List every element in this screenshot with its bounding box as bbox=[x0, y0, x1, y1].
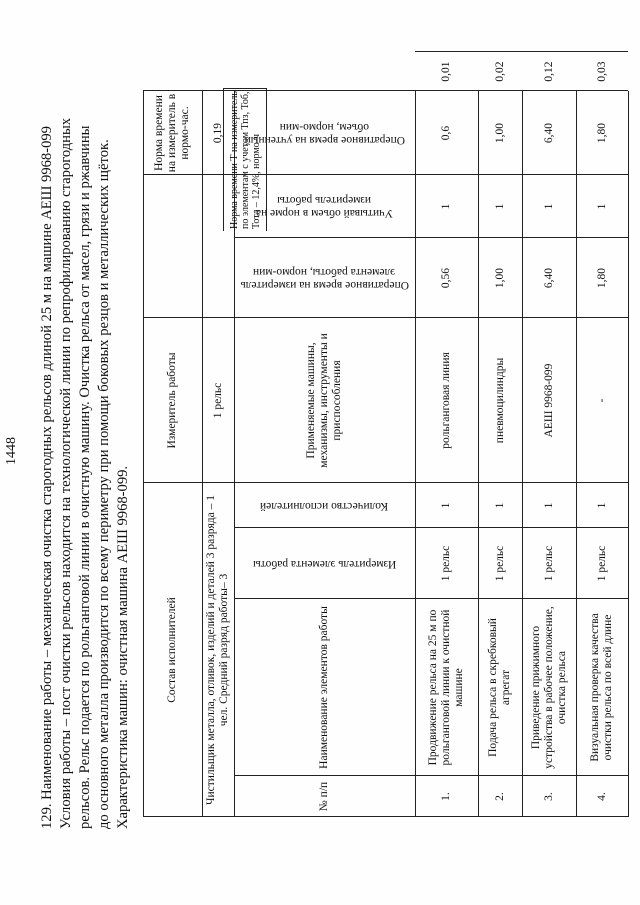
row1-norm-t: 0,01 bbox=[415, 51, 478, 91]
machine-characteristics: Характеристика машин: очистная машина АЕШ 9968-099. bbox=[115, 465, 131, 829]
work-conditions-line-1: Условия работы – пост очистки рельсов находится на технологической линии по репрофилированию старогодных bbox=[58, 117, 74, 829]
page-number: 1448 bbox=[4, 437, 19, 465]
row2-unit: 1 рельс bbox=[493, 545, 506, 582]
row2-opv: 1,00 bbox=[493, 122, 506, 144]
row2-vol: 1 bbox=[493, 203, 506, 210]
row2-norm-t: 0,02 bbox=[478, 51, 522, 91]
norm-header: Норма времени на измеритель в нормо-час. bbox=[153, 93, 191, 173]
row4-norm-t: 0,03 bbox=[576, 51, 628, 91]
work-title: 129. Наименование работы – механическая очистка старогодных рельсов длиной 25 м на машине АЕШ 9968-099 bbox=[39, 126, 55, 829]
norm-t-column-header: Норма времени Т на измеритель по элементам с учетом Тпз, Тоб, Тотл – 12,4%, нормо-ч bbox=[223, 88, 267, 231]
meter-header: Измеритель работы bbox=[166, 352, 178, 449]
row2-workers: 1 bbox=[493, 502, 506, 509]
row2-machine: пневмоцилиндры bbox=[493, 357, 506, 444]
col-unit-header: Измеритель элемента работы bbox=[252, 558, 397, 570]
col-op-time-header: Оперативное время на измеритель элемента работы, нормо-мин bbox=[240, 266, 409, 291]
row4-machine: - bbox=[595, 398, 608, 403]
row1-workers: 1 bbox=[440, 502, 452, 509]
row3-machine: АЕШ 9968-099 bbox=[542, 363, 555, 438]
row2-op: 1,00 bbox=[493, 267, 506, 289]
row1-opv: 0,6 bbox=[440, 125, 452, 141]
col-workers-header: Количество исполнителей bbox=[260, 500, 389, 512]
row3-workers: 1 bbox=[542, 502, 555, 509]
row3-op: 6,40 bbox=[542, 267, 555, 289]
meter-value: 1 рельс bbox=[211, 382, 224, 419]
row1-machine: рольганговая линия bbox=[440, 352, 452, 449]
row4-workers: 1 bbox=[595, 502, 608, 509]
row3-opv: 6,40 bbox=[542, 122, 555, 144]
row4-name: Визуальная проверка качества очистки рельса по всей длине bbox=[589, 613, 614, 762]
row4-vol: 1 bbox=[595, 203, 608, 210]
row4-op: 1,80 bbox=[595, 267, 608, 289]
row1-op: 0,56 bbox=[440, 267, 452, 289]
crew-header: Состав исполнителей bbox=[166, 597, 178, 703]
row3-num: 3. bbox=[542, 792, 555, 801]
norm-value: 0,19 bbox=[211, 122, 224, 144]
col-volume-header: Учитывай объем в норме на измеритель работы bbox=[255, 194, 394, 220]
row1-name: Продвижение рельса на 25 м по рольганговой линии к очистной машине bbox=[427, 609, 465, 766]
col-num-header: № п/п bbox=[318, 781, 330, 812]
row3-vol: 1 bbox=[542, 203, 555, 210]
row3-unit: 1 рельс bbox=[542, 545, 555, 582]
row3-name: Приведение прижимного устройства в рабочее положение, очистка рельса bbox=[529, 606, 568, 769]
row1-vol: 1 bbox=[440, 203, 452, 210]
work-conditions-line-3: до основного металла производится по всему периметру при помощи боковых резцов и металлических щёток. bbox=[96, 139, 112, 829]
work-conditions-line-2: рельсов. Рельс подается по рольганговой линии в очистную машину. Очистка рельса от масел, грязи и ржавчины bbox=[77, 125, 93, 829]
row2-num: 2. bbox=[493, 792, 506, 801]
row3-norm-t: 0,12 bbox=[522, 51, 576, 91]
row4-unit: 1 рельс bbox=[595, 545, 608, 582]
col-op-time-vol-header: Оперативное время на учтенный объем, нормо-мин bbox=[244, 121, 405, 146]
row4-num: 4. bbox=[595, 792, 608, 801]
crew-value: Чистильщик металла, отливок, изделий и деталей 3 разряда – 1 чел. Средний разряд работы– 3 bbox=[205, 495, 230, 805]
col-name-header: Наименование элементов работы bbox=[318, 606, 330, 769]
row2-name: Подача рельса в скребковый агрегат bbox=[487, 618, 512, 757]
row4-opv: 1,80 bbox=[595, 122, 608, 144]
col-machines-header: Применяемые машины, механизмы, инструменты и приспособления bbox=[305, 333, 343, 468]
row1-unit: 1 рельс bbox=[440, 545, 452, 582]
row1-num: 1. bbox=[440, 792, 452, 801]
